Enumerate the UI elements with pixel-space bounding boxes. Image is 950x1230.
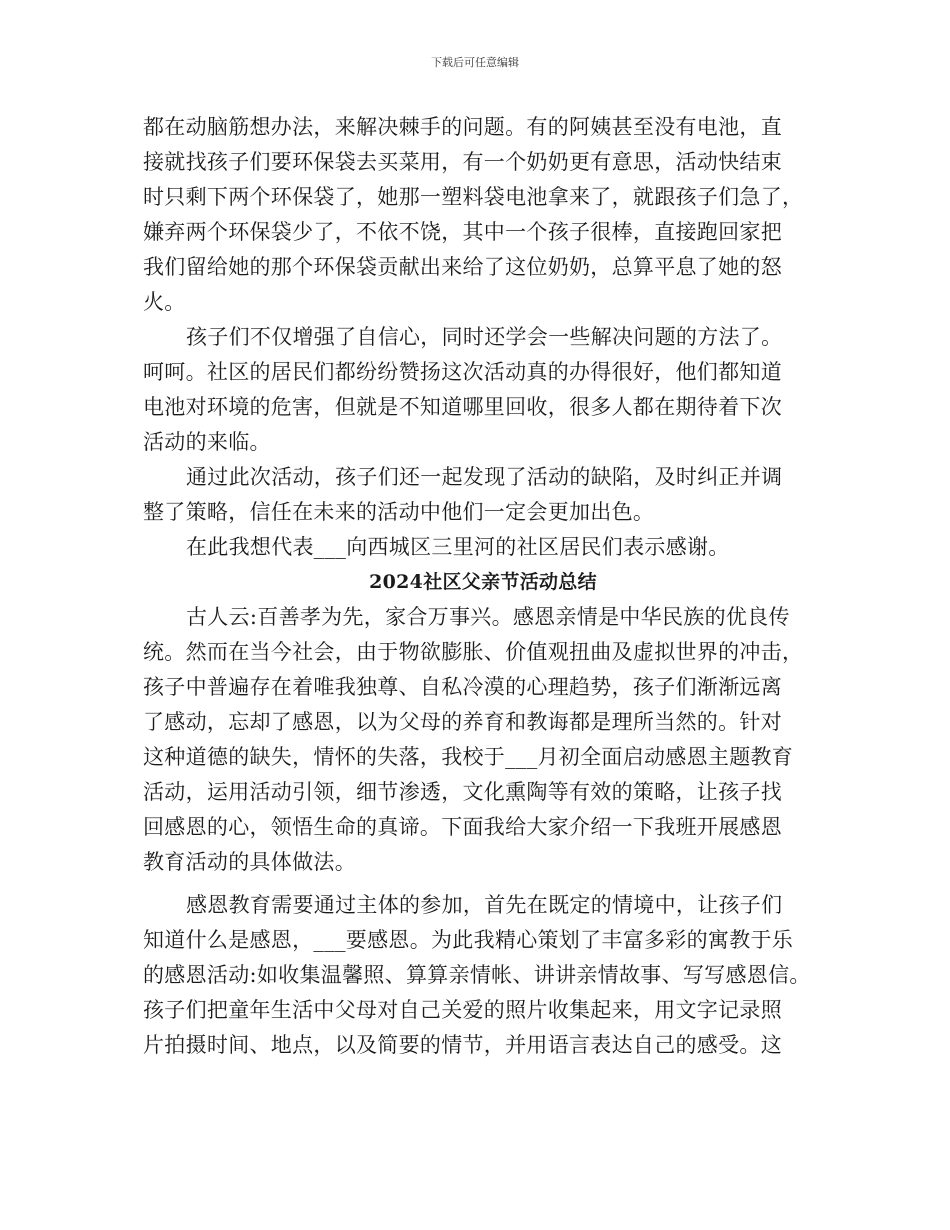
text-line: 电池对环境的危害，但就是不知道哪里回收，很多人都在期待着下次 [143,395,782,419]
text-line: 片拍摄时间、地点，以及简要的情节，并用语言表达自己的感受。这 [143,1033,782,1057]
text-line: 活动，运用活动引领，细节渗透，文化熏陶等有效的策略，让孩子找 [143,780,782,804]
page-header: 下载后可任意编辑 [431,56,519,69]
text-line: 都在动脑筋想办法，来解决棘手的问题。有的阿姨甚至没有电池，直 [143,115,782,139]
text-line: 时只剩下两个环保袋了，她那一塑料袋电池拿来了，就跟孩子们急了， [143,185,804,209]
text-line: 知道什么是感恩，___要感恩。为此我精心策划了丰富多彩的寓教于乐 [143,928,794,952]
text-line: 嫌弃两个环保袋少了，不依不饶，其中一个孩子很棒，直接跑回家把 [143,220,782,244]
text-line: 在此我想代表___向西城区三里河的社区居民们表示感谢。 [186,535,730,559]
text-line: 的感恩活动:如收集温馨照、算算亲情帐、讲讲亲情故事、写写感恩信。 [143,963,811,987]
text-line: 呵呵。社区的居民们都纷纷赞扬这次活动真的办得很好，他们都知道 [143,360,782,384]
text-line: 统。然而在当今社会，由于物欲膨胀、价值观扭曲及虚拟世界的冲击， [143,640,804,664]
text-line: 回感恩的心，领悟生命的真谛。下面我给大家介绍一下我班开展感恩 [143,815,782,839]
document-body [143,110,843,1063]
text-line: 孩子中普遍存在着唯我独尊、自私冷漠的心理趋势，孩子们渐渐远离 [143,675,782,699]
text-line: 通过此次活动，孩子们还一起发现了活动的缺陷，及时纠正并调 [186,465,783,489]
text-line: 接就找孩子们要环保袋去买菜用，有一个奶奶更有意思，活动快结束 [143,150,782,174]
text-line: 古人云:百善孝为先，家合万事兴。感恩亲情是中华民族的优良传 [186,605,790,629]
text-line: 感恩教育需要通过主体的参加，首先在既定的情境中，让孩子们 [186,893,783,917]
section-heading: 2024社区父亲节活动总结 [369,571,597,593]
text-line: 了感动，忘却了感恩，以为父母的养育和教诲都是理所当然的。针对 [143,710,782,734]
text-line: 活动的来临。 [143,430,271,454]
text-line: 我们留给她的那个环保袋贡献出来给了这位奶奶，总算平息了她的怒 [143,255,782,279]
text-line: 整了策略，信任在未来的活动中他们一定会更加出色。 [143,500,655,524]
text-line: 火。 [143,290,186,314]
text-line: 孩子们不仅增强了自信心，同时还学会一些解决问题的方法了。 [186,325,783,349]
text-line: 教育活动的具体做法。 [143,850,356,874]
text-line: 这种道德的缺失，情怀的失落，我校于___月初全面启动感恩主题教育 [143,745,794,769]
text-line: 孩子们把童年生活中父母对自己关爱的照片收集起来，用文字记录照 [143,998,782,1022]
